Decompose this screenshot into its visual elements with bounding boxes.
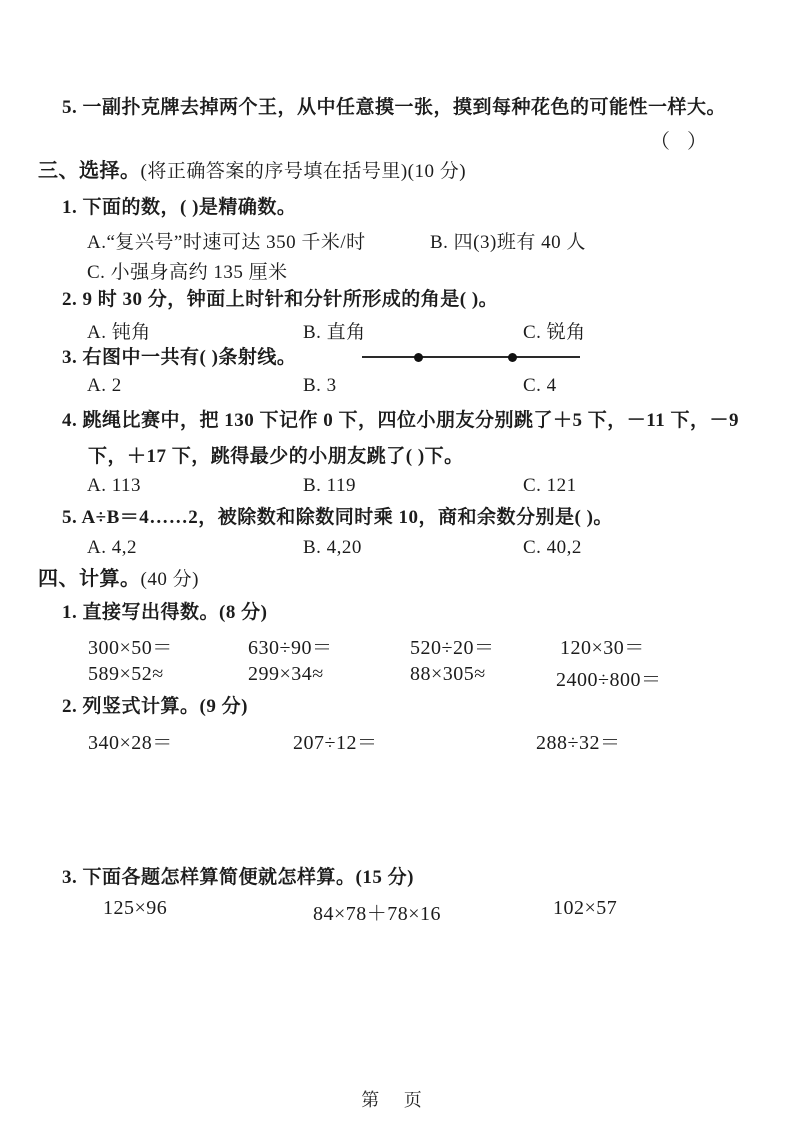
calc-sub2-row <box>0 726 793 754</box>
calc-expression: 520÷20＝ <box>410 637 495 659</box>
choice-q1-options-row2 <box>0 257 793 283</box>
section-choice-note: (将正确答案的序号填在括号里)(10 分) <box>140 161 467 182</box>
choice-q2-option-c: C. 锐角 <box>523 322 586 343</box>
calc-expression: 120×30＝ <box>560 637 645 659</box>
choice-q2-option-a: A. 钝角 <box>87 322 151 343</box>
choice-q5-option-a: A. 4,2 <box>87 537 137 558</box>
choice-q5-options-row <box>0 537 793 563</box>
choice-q1-option-a: A.“复兴号”时速可达 350 千米/时 <box>87 232 366 253</box>
choice-q3-option-c: C. 4 <box>523 375 557 396</box>
choice-q5-option-b: B. 4,20 <box>303 537 362 558</box>
calc-expression: 300×50＝ <box>88 637 173 659</box>
section-calc-heading <box>38 566 199 593</box>
calc-expression: 84×78＋78×16 <box>313 903 442 925</box>
section-calc-note: (40 分) <box>140 569 199 590</box>
calc-expression: 125×96 <box>103 897 168 919</box>
calc-expression: 2400÷800＝ <box>556 669 662 691</box>
section-choice-title: 三、选择。 <box>38 160 141 182</box>
calc-sub3-title: 3. 下面各题怎样算简便就怎样算。(15 分) <box>62 867 414 888</box>
judge-question-5: 5. 一副扑克牌去掉两个王，从中任意摸一张，摸到每种花色的可能性一样大。 <box>62 97 727 118</box>
choice-q3-text: 3. 右图中一共有( )条射线。 <box>62 347 297 368</box>
choice-q5-option-c: C. 40,2 <box>523 537 582 558</box>
ray-figure-point-2 <box>508 353 517 362</box>
choice-q5-text: 5. A÷B＝4……2，被除数和除数同时乘 10，商和余数分别是( )。 <box>62 507 613 528</box>
calc-sub2-title: 2. 列竖式计算。(9 分) <box>62 696 248 717</box>
choice-q1-option-c: C. 小强身高约 135 厘米 <box>87 262 288 283</box>
calc-sub3-row <box>0 897 793 925</box>
choice-q4-option-c: C. 121 <box>523 475 577 496</box>
choice-q3-options-row <box>0 375 793 401</box>
calc-expression: 340×28＝ <box>88 732 173 754</box>
calc-sub1-row2 <box>0 663 793 691</box>
choice-q4-option-b: B. 119 <box>303 475 356 496</box>
choice-q4-options-row <box>0 475 793 501</box>
judge-answer-bracket: （ ） <box>650 131 713 153</box>
choice-q4-option-a: A. 113 <box>87 475 142 496</box>
calc-expression: 589×52≈ <box>88 663 164 685</box>
calc-sub1-row1 <box>0 631 793 659</box>
section-choice-heading <box>38 158 466 185</box>
calc-expression: 288÷32＝ <box>536 732 621 754</box>
choice-q2-option-b: B. 直角 <box>303 322 366 343</box>
ray-figure-line <box>362 356 580 358</box>
choice-q1-options-row1 <box>0 227 793 253</box>
choice-q2-options-row <box>0 317 793 343</box>
choice-q4-text-line2: 下，＋17 下，跳得最少的小朋友跳了( )下。 <box>88 446 464 467</box>
choice-q1-text: 1. 下面的数，( )是精确数。 <box>62 197 297 218</box>
choice-q3-option-a: A. 2 <box>87 375 122 396</box>
calc-expression: 207÷12＝ <box>293 732 378 754</box>
calc-expression: 630÷90＝ <box>248 637 333 659</box>
calc-sub1-title: 1. 直接写出得数。(8 分) <box>62 602 268 623</box>
choice-q4-text-line1: 4. 跳绳比赛中，把 130 下记作 0 下，四位小朋友分别跳了＋5 下，－11 下，－9 <box>62 410 739 431</box>
page-number-footer: 第 页 <box>361 1090 432 1110</box>
choice-q1-option-b: B. 四(3)班有 40 人 <box>430 232 586 253</box>
ray-figure-point-1 <box>414 353 423 362</box>
calc-expression: 102×57 <box>553 897 618 919</box>
section-calc-title: 四、计算。 <box>38 568 141 590</box>
choice-q3-option-b: B. 3 <box>303 375 337 396</box>
choice-q2-text: 2. 9 时 30 分，钟面上时针和分针所形成的角是( )。 <box>62 289 499 310</box>
calc-expression: 88×305≈ <box>410 663 486 685</box>
calc-expression: 299×34≈ <box>248 663 324 685</box>
